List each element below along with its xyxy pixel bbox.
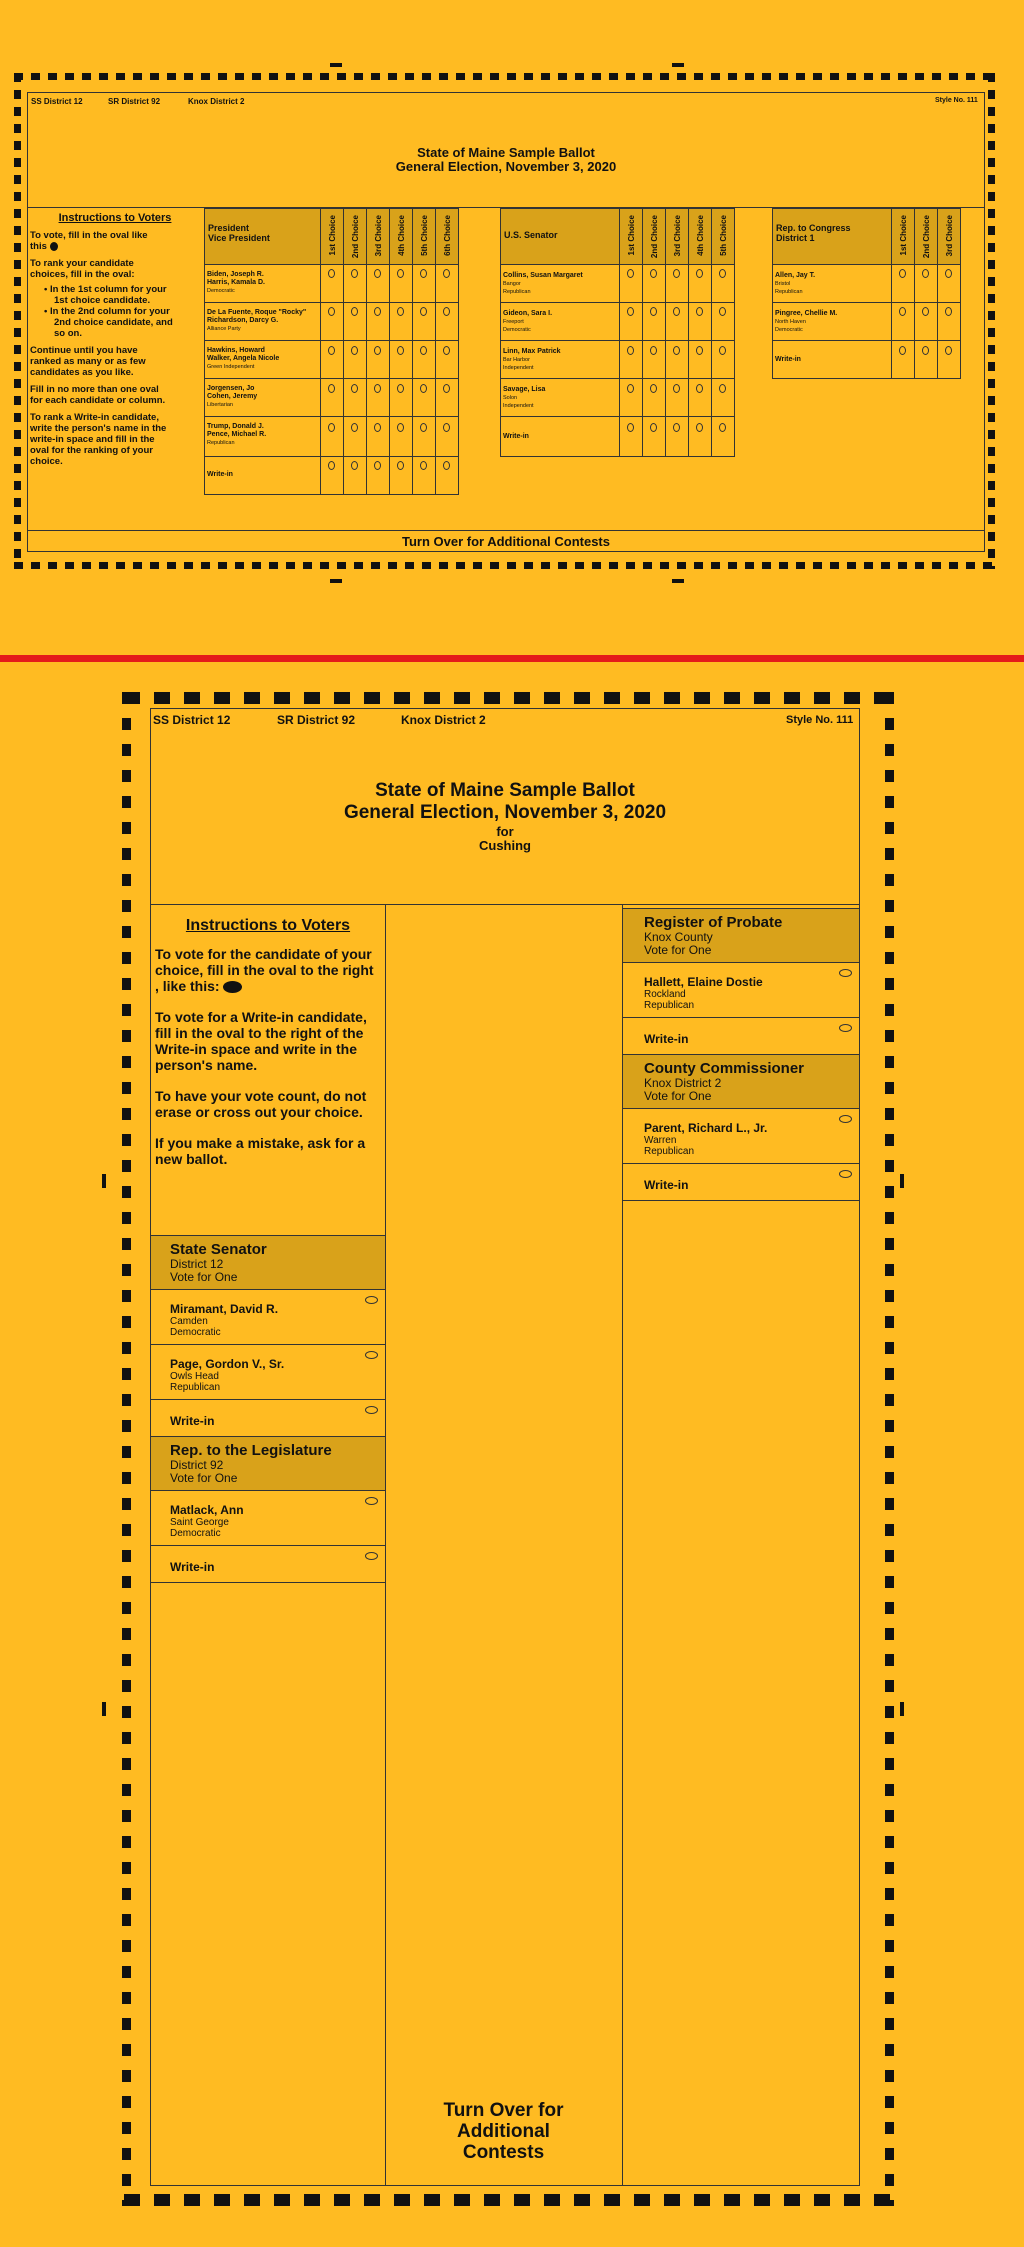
choice-column-header: 1st Choice	[320, 208, 344, 265]
instructions-panel	[155, 918, 381, 1167]
grid-line	[619, 264, 620, 457]
timing-marks-left	[14, 73, 21, 569]
ranking-oval[interactable]	[627, 384, 634, 393]
ranking-oval[interactable]	[328, 307, 335, 316]
candidate-hawkins-walker: Hawkins, Howard Walker, Angela Nicole Green Independent	[207, 347, 280, 370]
ranking-oval[interactable]	[397, 346, 404, 355]
write-in-label: Write-in	[503, 433, 529, 440]
write-in-row[interactable]	[622, 1017, 860, 1055]
instructions-text: To vote for a Write-in candidate, fill in the oval to the right of the Write-in space and write in the person's name.	[155, 1009, 367, 1073]
registration-mark	[672, 63, 684, 67]
timing-marks-right	[885, 692, 894, 2206]
contest-header	[772, 208, 892, 265]
grid-line	[366, 264, 367, 495]
filled-oval-icon	[50, 242, 58, 251]
town-name: Cushing	[479, 838, 531, 853]
candidate-gideon: Gideon, Sara I. Freeport Democratic	[503, 310, 553, 333]
grid-line	[891, 264, 892, 379]
ranking-oval[interactable]	[650, 346, 657, 355]
ballot-front-side	[0, 0, 1024, 655]
ranking-oval[interactable]	[397, 423, 404, 432]
ranking-oval[interactable]	[443, 423, 450, 432]
candidate-row	[150, 1344, 386, 1400]
choice-column-header: 5th Choice	[412, 208, 436, 265]
candidate-savage: Savage, Lisa Solon Independent	[503, 386, 546, 409]
instructions-heading: Instructions to Voters	[58, 212, 172, 224]
ranking-oval[interactable]	[673, 269, 680, 278]
ranking-oval[interactable]	[328, 384, 335, 393]
ranking-oval[interactable]	[627, 269, 634, 278]
ranking-oval[interactable]	[351, 307, 358, 316]
ranking-oval[interactable]	[922, 307, 929, 316]
ranking-oval[interactable]	[351, 384, 358, 393]
ranking-oval[interactable]	[374, 346, 381, 355]
contest-header	[500, 208, 620, 265]
candidate-row	[150, 1289, 386, 1345]
choice-column-header: 3rd Choice	[665, 208, 689, 265]
grid-line	[642, 264, 643, 457]
separator-line	[0, 655, 1024, 662]
ranking-oval[interactable]	[420, 423, 427, 432]
ranking-oval[interactable]	[627, 423, 634, 432]
contest-title: County Commissioner Knox District 2 Vote for One	[644, 1060, 805, 1103]
grid-line	[389, 264, 390, 495]
ranking-oval[interactable]	[420, 461, 427, 470]
for-label: for	[496, 824, 514, 839]
vote-oval[interactable]	[365, 1351, 378, 1359]
grid-line	[204, 340, 459, 341]
choice-column-header: 2nd Choice	[343, 208, 367, 265]
registration-mark	[330, 579, 342, 583]
vote-oval[interactable]	[365, 1406, 378, 1414]
registration-mark	[900, 1174, 904, 1188]
grid-line	[500, 416, 735, 417]
grid-line	[937, 264, 938, 379]
instructions-text: To rank your candidate choices, fill in the oval:	[30, 258, 135, 280]
ranking-oval[interactable]	[397, 384, 404, 393]
ranking-oval[interactable]	[673, 423, 680, 432]
ranking-oval[interactable]	[650, 307, 657, 316]
ranking-oval[interactable]	[627, 307, 634, 316]
ss-district: SS District 12	[153, 713, 231, 727]
timing-marks-bottom	[14, 562, 994, 569]
divider	[27, 530, 985, 531]
candidate-miramant: Miramant, David R. Camden Democratic	[170, 1302, 279, 1338]
grid-line	[711, 264, 712, 457]
grid-line	[204, 302, 459, 303]
candidate-row	[150, 1490, 386, 1546]
write-in-label: Write-in	[644, 1178, 689, 1192]
write-in-label: Write-in	[207, 471, 233, 478]
ranking-oval[interactable]	[899, 346, 906, 355]
instructions-text: If you make a mistake, ask for a new ballot.	[155, 1135, 366, 1167]
ranking-oval[interactable]	[374, 461, 381, 470]
registration-mark	[672, 579, 684, 583]
registration-mark	[102, 1174, 106, 1188]
choice-column-header: 3rd Choice	[937, 208, 961, 265]
ranking-oval[interactable]	[945, 346, 952, 355]
ranking-oval[interactable]	[443, 346, 450, 355]
contest-header	[622, 908, 860, 963]
ranking-oval[interactable]	[719, 269, 726, 278]
candidate-delafuente-richardson: De La Fuente, Roque "Rocky" Richardson, Darcy G. Alliance Party	[207, 309, 307, 332]
candidate-jorgensen-cohen: Jorgensen, Jo Cohen, Jeremy Libertarian	[207, 385, 258, 408]
ranking-oval[interactable]	[719, 307, 726, 316]
ranking-oval[interactable]	[351, 423, 358, 432]
choice-column-header: 3rd Choice	[366, 208, 390, 265]
contest-title: U.S. Senator	[504, 230, 558, 240]
ranking-oval[interactable]	[443, 307, 450, 316]
grid-line	[204, 456, 459, 457]
sr-district: SR District 92	[277, 713, 356, 727]
ranking-oval[interactable]	[673, 346, 680, 355]
timing-marks-top	[14, 73, 994, 80]
ballot-back-side	[0, 662, 1024, 2247]
write-in-label: Write-in	[170, 1414, 215, 1428]
candidate-biden-harris: Biden, Joseph R. Harris, Kamala D. Democratic	[207, 271, 265, 294]
candidate-trump-pence: Trump, Donald J. Pence, Michael R. Republican	[207, 423, 267, 446]
candidate-allen: Allen, Jay T. Bristol Republican	[775, 272, 816, 295]
ranking-oval[interactable]	[899, 269, 906, 278]
registration-mark	[330, 63, 342, 67]
ranking-oval[interactable]	[650, 269, 657, 278]
ranking-oval[interactable]	[673, 384, 680, 393]
ranking-oval[interactable]	[696, 423, 703, 432]
grid-line	[500, 378, 735, 379]
ballot-subtitle: General Election, November 3, 2020	[395, 159, 617, 174]
contest-title: Rep. to Congress District 1	[776, 223, 851, 243]
ranking-oval[interactable]	[696, 384, 703, 393]
ranking-oval[interactable]	[627, 346, 634, 355]
contest-header	[150, 1235, 386, 1290]
grid-line	[772, 340, 961, 341]
knox-district: Knox District 2	[401, 713, 486, 727]
sr-district: SR District 92	[108, 97, 161, 106]
vote-oval[interactable]	[839, 969, 852, 977]
contest-title: Register of Probate Knox County Vote for One	[644, 914, 783, 957]
grid-line	[914, 264, 915, 379]
instructions-heading: Instructions to Voters	[185, 917, 351, 934]
ranking-oval[interactable]	[420, 269, 427, 278]
ranking-oval[interactable]	[443, 461, 450, 470]
candidate-parent: Parent, Richard L., Jr. Warren Republican	[644, 1121, 768, 1157]
knox-district: Knox District 2	[188, 97, 245, 106]
ranking-oval[interactable]	[696, 269, 703, 278]
turn-over-notice: Turn Over for Additional Contests	[443, 2100, 564, 2163]
ballot-title: State of Maine Sample Ballot	[417, 145, 595, 160]
instructions-text: Continue until you have ranked as many or as few candidates as you like.	[30, 345, 146, 378]
vote-oval[interactable]	[839, 1024, 852, 1032]
ranking-oval[interactable]	[351, 269, 358, 278]
ranking-oval[interactable]	[945, 269, 952, 278]
candidate-page: Page, Gordon V., Sr. Owls Head Republican	[170, 1357, 285, 1393]
ranking-oval[interactable]	[719, 423, 726, 432]
write-in-row[interactable]	[150, 1545, 386, 1583]
instructions-text: To have your vote count, do not erase or cross out your choice.	[155, 1088, 367, 1120]
choice-column-header: 6th Choice	[435, 208, 459, 265]
ranking-oval[interactable]	[719, 346, 726, 355]
choice-column-header: 5th Choice	[711, 208, 735, 265]
vote-oval[interactable]	[839, 1170, 852, 1178]
ranking-oval[interactable]	[328, 461, 335, 470]
candidate-row	[622, 1108, 860, 1164]
write-in-label: Write-in	[644, 1032, 689, 1046]
timing-marks-right	[988, 73, 995, 569]
ranking-oval[interactable]	[443, 269, 450, 278]
vote-oval[interactable]	[839, 1115, 852, 1123]
ranking-oval[interactable]	[650, 423, 657, 432]
timing-marks-top	[124, 692, 894, 704]
instructions-bullet: • In the 1st column for your 1st choice candidate.	[44, 284, 167, 306]
contest-header	[204, 208, 321, 265]
ranking-oval[interactable]	[374, 269, 381, 278]
instructions-text: To rank a Write-in candidate, write the person's name in the write-in space and fill in the oval for the ranking of your choice.	[30, 412, 167, 467]
grid-line	[320, 264, 321, 495]
registration-mark	[102, 1702, 106, 1716]
ranking-oval[interactable]	[922, 346, 929, 355]
candidate-matlack: Matlack, Ann Saint George Democratic	[170, 1503, 244, 1539]
ranking-oval[interactable]	[328, 269, 335, 278]
ranking-oval[interactable]	[351, 461, 358, 470]
ss-district: SS District 12	[31, 97, 83, 106]
instructions-bullet: • In the 2nd column for your 2nd choice candidate, and so on.	[44, 306, 173, 339]
candidate-pingree: Pingree, Chellie M. North Haven Democratic	[775, 310, 838, 333]
contest-title: Rep. to the Legislature District 92 Vote for One	[170, 1442, 332, 1485]
ranking-oval[interactable]	[922, 269, 929, 278]
ranking-oval[interactable]	[899, 307, 906, 316]
grid-line	[500, 302, 735, 303]
choice-column-header: 2nd Choice	[642, 208, 666, 265]
candidate-row	[622, 962, 860, 1018]
ranking-oval[interactable]	[650, 384, 657, 393]
registration-mark	[900, 1702, 904, 1716]
ranking-oval[interactable]	[420, 346, 427, 355]
write-in-label: Write-in	[170, 1560, 215, 1574]
write-in-label: Write-in	[775, 356, 801, 363]
instructions-text: To vote for the candidate of your choice, fill in the oval to the right , like this:	[155, 946, 374, 994]
contest-title: State Senator District 12 Vote for One	[170, 1241, 267, 1284]
write-in-row[interactable]	[150, 1399, 386, 1437]
style-number: Style No. 111	[786, 714, 854, 726]
grid-line	[500, 340, 735, 341]
grid-line	[435, 264, 436, 495]
turn-over-notice: Turn Over for Additional Contests	[401, 534, 610, 549]
choice-column-header: 2nd Choice	[914, 208, 938, 265]
grid-line	[204, 416, 459, 417]
ranking-oval[interactable]	[696, 307, 703, 316]
grid-line	[772, 302, 961, 303]
ranking-oval[interactable]	[397, 269, 404, 278]
ranking-oval[interactable]	[719, 384, 726, 393]
ranking-oval[interactable]	[328, 423, 335, 432]
instructions-text: Fill in no more than one oval for each candidate or column.	[30, 384, 166, 406]
grid-line	[665, 264, 666, 457]
candidate-linn: Linn, Max Patrick Bar Harbor Independent	[503, 348, 561, 371]
timing-marks-bottom	[124, 2194, 894, 2206]
ballot-title: State of Maine Sample Ballot	[375, 780, 635, 801]
ranking-oval[interactable]	[397, 307, 404, 316]
grid-line	[688, 264, 689, 457]
choice-column-header: 1st Choice	[619, 208, 643, 265]
contest-header	[622, 1054, 860, 1109]
grid-line	[343, 264, 344, 495]
ranking-oval[interactable]	[420, 384, 427, 393]
grid-line	[204, 378, 459, 379]
ballot-subtitle: General Election, November 3, 2020	[343, 802, 667, 823]
ranking-oval[interactable]	[945, 307, 952, 316]
ranking-oval[interactable]	[696, 346, 703, 355]
vote-oval[interactable]	[365, 1497, 378, 1505]
ranking-oval[interactable]	[374, 384, 381, 393]
divider	[150, 904, 860, 905]
choice-column-header: 1st Choice	[891, 208, 915, 265]
timing-marks-left	[122, 692, 131, 2206]
vote-oval[interactable]	[365, 1296, 378, 1304]
ranking-oval[interactable]	[673, 307, 680, 316]
grid-line	[412, 264, 413, 495]
ranking-oval[interactable]	[328, 346, 335, 355]
write-in-row[interactable]	[622, 1163, 860, 1201]
contest-title: President Vice President	[208, 223, 270, 243]
candidate-hallett: Hallett, Elaine Dostie Rockland Republican	[644, 975, 763, 1011]
contest-header	[150, 1436, 386, 1491]
filled-oval-icon	[223, 981, 242, 993]
style-number: Style No. 111	[935, 97, 978, 104]
choice-column-header: 4th Choice	[389, 208, 413, 265]
ranking-oval[interactable]	[351, 346, 358, 355]
ranking-oval[interactable]	[420, 307, 427, 316]
choice-column-header: 4th Choice	[688, 208, 712, 265]
ranking-oval[interactable]	[374, 307, 381, 316]
vote-oval[interactable]	[365, 1552, 378, 1560]
instructions-panel	[30, 213, 200, 467]
instructions-text: To vote, fill in the oval like this	[30, 230, 148, 252]
ranking-oval[interactable]	[374, 423, 381, 432]
ranking-oval[interactable]	[443, 384, 450, 393]
candidate-collins: Collins, Susan Margaret Bangor Republican	[503, 272, 583, 295]
ranking-oval[interactable]	[397, 461, 404, 470]
